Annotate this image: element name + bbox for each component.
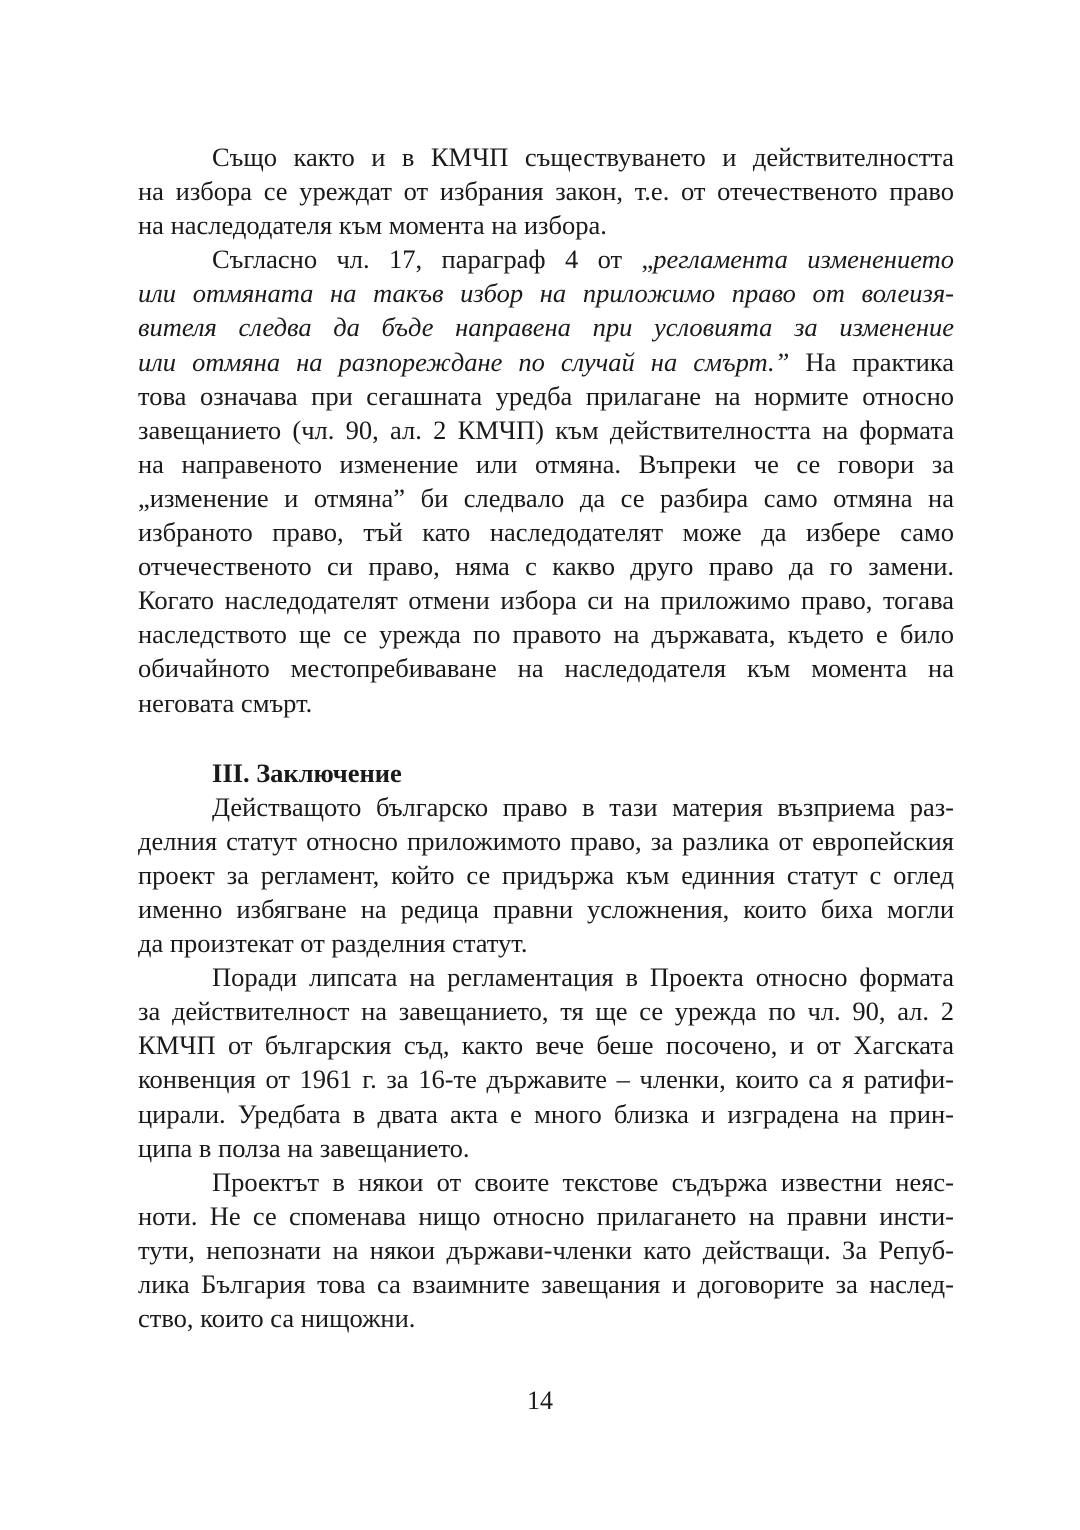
paragraph-2 <box>138 242 954 719</box>
paragraph-line: Също както и в КМЧП съществуването и действителността <box>212 142 954 172</box>
paragraph-line: Проектът в някои от своите текстове съдържа известни неяс- <box>212 1166 954 1197</box>
paragraph-line: неговата смърт. <box>138 687 313 718</box>
paragraph-line: завещанието (чл. 90, ал. 2 КМЧП) към действителността на формата <box>138 414 954 445</box>
text-span: Съгласно чл. 17, параграф 4 от „ <box>212 244 654 275</box>
paragraph-line: избраното право, тъй като наследодателят може да избере само <box>138 517 954 548</box>
quoted-regulation-text: вителя следва да бъде направена при условията за изменение <box>138 312 954 343</box>
paragraph-5 <box>138 1165 954 1335</box>
paragraph-line: Когато наследодателят отмени избора си на приложимо право, тогава <box>138 585 954 616</box>
paragraph-line: ноти. Не се споменава нищо относно прилагането на правни инсти- <box>138 1200 954 1231</box>
paragraph-line: отчечественото си право, няма с какво друго право да го замени. <box>138 551 954 582</box>
paragraph-4 <box>138 960 954 1165</box>
quoted-regulation-text: или отмяната на такъв избор на приложимо право от волеизя- <box>138 278 954 309</box>
paragraph-line <box>138 345 954 379</box>
paragraph-line: да произтекат от разделния статут. <box>138 928 528 959</box>
paragraph-line: ципа в полза на завещанието. <box>138 1132 470 1163</box>
section-heading: III. Заключение <box>212 757 402 788</box>
paragraph-line: на наследодателя към момента на избора. <box>138 210 607 241</box>
paragraph-3 <box>138 790 954 960</box>
paragraph-line: „изменение и отмяна” би следвало да се разбира само отмяна на <box>138 482 954 513</box>
paragraph-line: делния статут относно приложимото право, за разлика от европейския <box>138 825 954 856</box>
paragraph-line: проект за регламент, който се придържа към единния статут с оглед <box>138 859 954 890</box>
paragraph-line: тути, непознати на някои държави-членки като действащи. За Репуб- <box>138 1234 954 1265</box>
paragraph-line: конвенция от 1961 г. за 16-те държавите – членки, които са я ратифи- <box>138 1064 954 1095</box>
section-spacer <box>138 720 954 756</box>
paragraph-line: КМЧП от българския съд, както вече беше посочено, и от Хагската <box>138 1030 954 1061</box>
paragraph-line: за действителност на завещанието, тя ще се урежда по чл. 90, ал. 2 <box>138 996 954 1027</box>
paragraph-line: Поради липсата на регламентация в Проекта относно формата <box>212 962 954 993</box>
paragraph-line: лика България това са взаимните завещания и договорите за наслед- <box>138 1269 954 1299</box>
paragraph-line: това означава при сегашната уредба прилагане на нормите относно <box>138 380 954 411</box>
paragraph-line: на избора се уреждат от избрания закон, т.е. от отечественото право <box>138 176 954 207</box>
paragraph-line: на направеното изменение или отмяна. Въпреки че се говори за <box>138 448 954 479</box>
paragraph-line: Действащото българско право в тази материя възприема раз- <box>212 791 954 822</box>
quoted-regulation-text: регламента изменението <box>653 244 954 275</box>
page-body <box>138 140 954 1335</box>
paragraph-1 <box>138 140 954 242</box>
paragraph-line: обичайното местопребиваване на наследодателя към момента на <box>138 653 954 684</box>
paragraph-line <box>138 242 954 276</box>
text-span: На практика <box>789 346 954 377</box>
paragraph-line: ство, които са нищожни. <box>138 1303 416 1334</box>
paragraph-line: наследството ще се урежда по правото на държавата, където е било <box>138 619 954 650</box>
paragraph-line: цирали. Уредбата в двата акта е много близка и изградена на прин- <box>138 1098 954 1129</box>
page-number: 14 <box>527 1386 553 1415</box>
quoted-regulation-text: или отмяна на разпореждане по случай на смърт.” <box>138 346 790 377</box>
paragraph-line: именно избягване на редица правни усложнения, които биха могли <box>138 893 954 924</box>
